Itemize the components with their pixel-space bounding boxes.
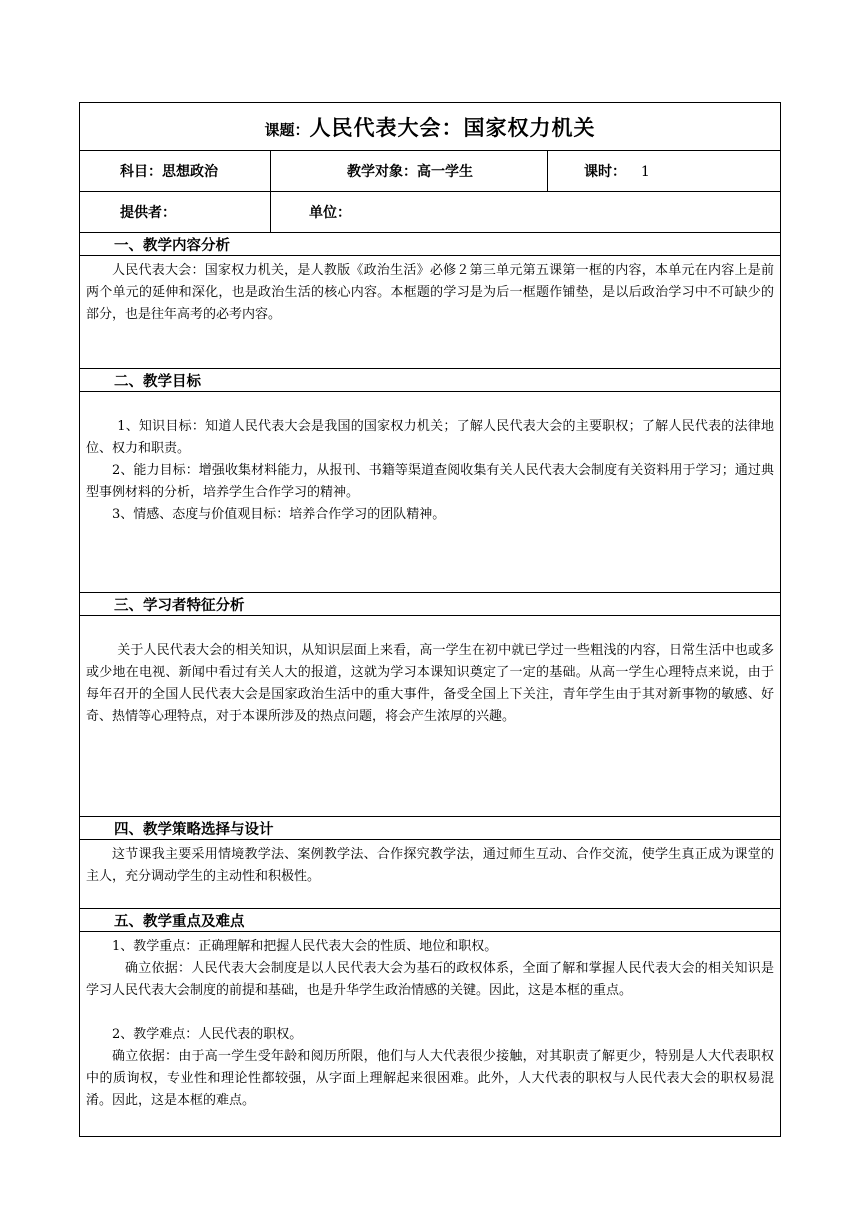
provider-label: 提供者： bbox=[120, 205, 176, 221]
section-3-body bbox=[80, 616, 781, 817]
hours-cell bbox=[548, 151, 781, 192]
section-1-heading: 一、教学内容分析 bbox=[80, 233, 781, 256]
lesson-plan-table bbox=[79, 102, 781, 1137]
section-5-heading: 五、教学重点及难点 bbox=[80, 909, 781, 932]
hours-value: 1 bbox=[640, 164, 650, 180]
section-2-paragraph-1: 1、知识目标：知道人民代表大会是我国的国家权力机关；了解人民代表大会的主要职权；了解人民代表的法律地位、权力和职责。 bbox=[86, 419, 775, 456]
section-4-heading: 四、教学策略选择与设计 bbox=[80, 817, 781, 840]
section-3-paragraph: 关于人民代表大会的相关知识，从知识层面上来看，高一学生在初中就已学过一些粗浅的内容，日常生活中也或多或少地在电视、新闻中看过有关人大的报道，这就为学习本课知识奠定了一定的基础。从高一学生心理特点来说，由于每年召开的全国人民代表大会是国家政治生活中的重大事件，备受全国上下关注，青年学生由于其对新事物的敏感、好奇、热情等心理特点，对于本课所涉及的热点问题，将会产生浓厚的兴趣。 bbox=[86, 643, 775, 724]
audience-value: 高一学生 bbox=[417, 164, 473, 180]
section-2-body bbox=[80, 392, 781, 593]
section-2-paragraph-2: 2、能力目标：增强收集材料能力，从报刊、书籍等渠道查阅收集有关人民代表大会制度有关资料用于学习；通过典型事例材料的分析，培养学生合作学习的精神。 bbox=[86, 463, 775, 500]
section-5-paragraph-4: 确立依据：由于高一学生受年龄和阅历所限，他们与人大代表很少接触，对其职责了解更少，特别是人大代表职权中的质询权，专业性和理论性都较强，从字面上理解起来很困难。此外，人大代表的职权与人民代表大会的职权易混淆。因此，这是本框的难点。 bbox=[86, 1049, 775, 1108]
section-4-paragraph: 这节课我主要采用情境教学法、案例教学法、合作探究教学法，通过师生互动、合作交流，使学生真正成为课堂的主人，充分调动学生的主动性和积极性。 bbox=[86, 847, 775, 884]
spacer bbox=[86, 1002, 774, 1024]
section-1-body bbox=[80, 256, 781, 369]
title-cell bbox=[80, 103, 781, 151]
audience-label: 教学对象： bbox=[347, 164, 417, 180]
section-4-body bbox=[80, 840, 781, 909]
subject-value: 思想政治 bbox=[162, 164, 218, 180]
section-2-heading: 二、教学目标 bbox=[80, 369, 781, 392]
unit-cell bbox=[271, 192, 781, 233]
section-5-paragraph-3: 2、教学难点：人民代表的职权。 bbox=[112, 1027, 303, 1042]
section-3-heading: 三、学习者特征分析 bbox=[80, 593, 781, 616]
section-2-paragraph-3: 3、情感、态度与价值观目标：培养合作学习的团队精神。 bbox=[112, 507, 446, 522]
section-1-paragraph: 人民代表大会：国家权力机关，是人教版《政治生活》必修２第三单元第五课第一框的内容，本单元在内容上是前两个单元的延伸和深化，也是政治生活的核心内容。本框题的学习是为后一框题作铺垫，是以后政治学习中不可缺少的部分，也是往年高考的必考内容。 bbox=[86, 263, 775, 322]
section-5-body bbox=[80, 932, 781, 1137]
section-5-paragraph-2: 确立依据：人民代表大会制度是以人民代表大会为基石的政权体系，全面了解和掌握人民代表大会的相关知识是学习人民代表大会制度的前提和基础，也是升华学生政治情感的关键。因此，这是本框的重点。 bbox=[86, 961, 775, 998]
title-prefix: 课题： bbox=[264, 120, 310, 139]
unit-label: 单位： bbox=[309, 205, 351, 221]
audience-cell bbox=[271, 151, 548, 192]
subject-label: 科目： bbox=[120, 164, 162, 180]
section-5-paragraph-1: 1、教学重点：正确理解和把握人民代表大会的性质、地位和职权。 bbox=[112, 939, 498, 954]
lesson-plan-page bbox=[79, 102, 780, 1137]
page-title: 人民代表大会：国家权力机关 bbox=[309, 115, 596, 140]
provider-cell bbox=[80, 192, 271, 233]
subject-cell bbox=[80, 151, 271, 192]
hours-label: 课时： bbox=[584, 164, 626, 180]
